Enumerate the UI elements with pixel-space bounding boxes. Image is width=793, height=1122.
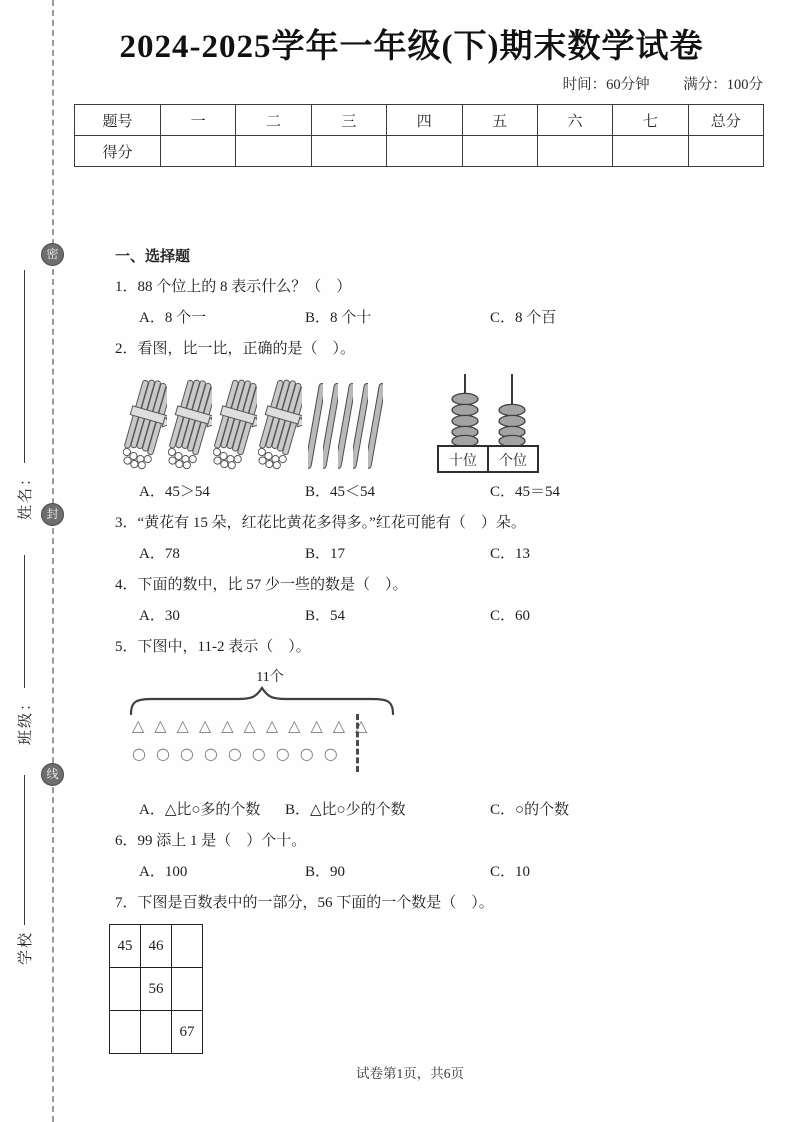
option-b: B．△比○少的个数 bbox=[285, 802, 406, 818]
score-header-cell: 总分 bbox=[688, 105, 763, 136]
student-class-label: 班级： bbox=[17, 693, 34, 745]
score-empty-cell bbox=[613, 136, 688, 167]
question-5: 5．下图中，11-2 表示（ ）。 bbox=[115, 639, 311, 655]
score-empty-cell bbox=[236, 136, 311, 167]
student-school-label: 学校 bbox=[17, 930, 34, 965]
score-empty-cell bbox=[688, 136, 763, 167]
question-2-picture bbox=[123, 370, 763, 474]
grid-cell: 46 bbox=[141, 925, 172, 968]
school-blank-line bbox=[24, 775, 25, 925]
question-6-options bbox=[115, 862, 763, 882]
question-5-diagram bbox=[128, 668, 408, 794]
section-heading: 一、选择题 bbox=[115, 249, 191, 265]
option-a: A．45＞54 bbox=[139, 484, 210, 500]
score-header-cell: 四 bbox=[387, 105, 462, 136]
option-b: B．17 bbox=[305, 546, 346, 562]
question-1-options bbox=[115, 308, 763, 328]
exam-meta bbox=[60, 73, 763, 94]
grid-cell bbox=[110, 1011, 141, 1054]
question-4: 4．下面的数中，比 57 少一些的数是（ ）。 bbox=[115, 577, 408, 593]
circles-row: ○○○○○○○○○ bbox=[132, 744, 348, 763]
score-empty-cell bbox=[311, 136, 386, 167]
option-a: A．78 bbox=[139, 546, 180, 562]
brace-count-label: 11个 bbox=[256, 670, 284, 685]
student-name-label: 姓名： bbox=[17, 468, 34, 520]
single-stick-icon bbox=[368, 380, 383, 474]
score-empty-cell bbox=[387, 136, 462, 167]
stick-bundle-icon bbox=[258, 376, 302, 474]
single-stick-icon bbox=[353, 380, 368, 474]
seal-stamp-xian-icon: 线 bbox=[41, 763, 64, 786]
score-table bbox=[74, 104, 764, 167]
seal-stamp-mi-icon: 密 bbox=[41, 243, 64, 266]
grid-row bbox=[110, 1011, 203, 1054]
stick-bundles-illustration bbox=[123, 376, 302, 474]
place-value-abacus bbox=[435, 372, 540, 474]
score-row-label: 得分 bbox=[75, 136, 161, 167]
option-c: C．10 bbox=[490, 864, 531, 880]
question-3: 3．“黄花有 15 朵，红花比黄花多得多。”红花可能有（ ）朵。 bbox=[115, 515, 526, 531]
grid-cell bbox=[172, 925, 203, 968]
score-table-header-row bbox=[75, 105, 764, 136]
score-header-cell: 三 bbox=[311, 105, 386, 136]
header bbox=[0, 0, 793, 94]
grid-cell bbox=[141, 1011, 172, 1054]
question-6: 6．99 添上 1 是（ ）个十。 bbox=[115, 833, 307, 849]
seal-dashed-line bbox=[52, 0, 54, 1122]
grid-row bbox=[110, 925, 203, 968]
grid-cell: 56 bbox=[141, 968, 172, 1011]
student-class-field bbox=[11, 555, 37, 745]
question-7: 7．下图是百数表中的一部分，56 下面的一个数是（ ）。 bbox=[115, 895, 494, 911]
score-header-cell: 一 bbox=[161, 105, 236, 136]
option-c: C．13 bbox=[490, 546, 531, 562]
score-header-cell: 七 bbox=[613, 105, 688, 136]
option-c: C．8 个百 bbox=[490, 310, 557, 326]
score-table-score-row bbox=[75, 136, 764, 167]
score-header-cell: 六 bbox=[537, 105, 612, 136]
stick-bundle-icon bbox=[123, 376, 167, 474]
grid-cell bbox=[172, 968, 203, 1011]
hundred-chart-grid bbox=[109, 924, 203, 1054]
score-empty-cell bbox=[462, 136, 537, 167]
curly-brace-icon bbox=[128, 685, 396, 715]
student-school-field bbox=[11, 775, 37, 965]
student-name-field bbox=[11, 270, 37, 520]
option-c: C．60 bbox=[490, 608, 531, 624]
score-header-cell: 二 bbox=[236, 105, 311, 136]
single-stick-icon bbox=[308, 380, 323, 474]
option-b: B．90 bbox=[305, 864, 346, 880]
name-blank-line bbox=[24, 270, 25, 463]
grid-cell: 45 bbox=[110, 925, 141, 968]
class-blank-line bbox=[24, 555, 25, 688]
stick-bundle-icon bbox=[213, 376, 257, 474]
ones-place-label: 个位 bbox=[499, 454, 527, 469]
stick-bundle-icon bbox=[168, 376, 212, 474]
question-2-options bbox=[115, 482, 763, 502]
single-stick-icon bbox=[338, 380, 353, 474]
score-empty-cell bbox=[161, 136, 236, 167]
score-header-cell: 题号 bbox=[75, 105, 161, 136]
dashed-separator-line bbox=[356, 714, 359, 772]
question-3-options bbox=[115, 544, 763, 564]
question-2: 2．看图，比一比，正确的是（ ）。 bbox=[115, 341, 356, 357]
exam-title: 2024-2025学年一年级(下)期末数学试卷 bbox=[119, 29, 704, 65]
option-c: C．45＝54 bbox=[490, 484, 561, 500]
option-c: C．○的个数 bbox=[490, 802, 570, 818]
grid-row bbox=[110, 968, 203, 1011]
seal-stamp-feng-icon: 封 bbox=[41, 503, 64, 526]
grid-cell: 67 bbox=[172, 1011, 203, 1054]
score-header-cell: 五 bbox=[462, 105, 537, 136]
option-a: A．8 个一 bbox=[139, 310, 207, 326]
option-b: B．45＜54 bbox=[305, 484, 376, 500]
question-4-options bbox=[115, 606, 763, 626]
score-empty-cell bbox=[537, 136, 612, 167]
option-b: B．54 bbox=[305, 608, 346, 624]
option-b: B．8 个十 bbox=[305, 310, 372, 326]
single-stick-icon bbox=[323, 380, 338, 474]
questions-section bbox=[115, 247, 763, 1054]
question-5-options bbox=[115, 800, 763, 820]
single-sticks-illustration bbox=[308, 380, 383, 474]
full-score: 满分：100分 bbox=[683, 77, 763, 93]
grid-cell bbox=[110, 968, 141, 1011]
question-1: 1．88 个位上的 8 表示什么？（ ） bbox=[115, 279, 352, 295]
option-a: A．△比○多的个数 bbox=[139, 802, 261, 818]
time-limit: 时间：60分钟 bbox=[562, 77, 650, 93]
tens-place-label: 十位 bbox=[449, 454, 477, 469]
triangles-row: △△△△△△△△△△△ bbox=[132, 716, 378, 735]
option-a: A．100 bbox=[139, 864, 188, 880]
page-footer: 试卷第1页，共6页 bbox=[356, 1066, 464, 1081]
option-a: A．30 bbox=[139, 608, 180, 624]
